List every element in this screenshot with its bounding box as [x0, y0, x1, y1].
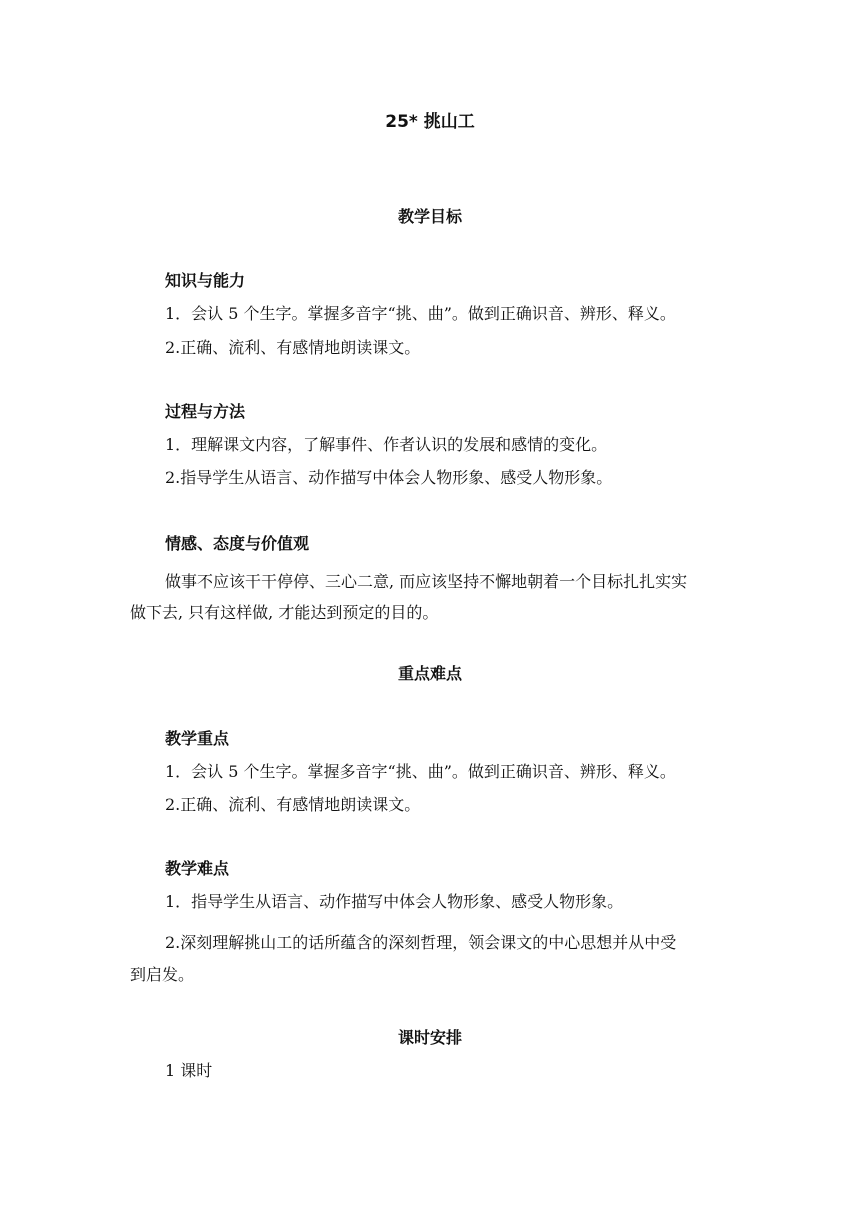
focus-item-1: 1．会认 5 个生字。掌握多音字“挑、曲”。做到正确识音、辨形、释义。: [165, 762, 676, 781]
section-heading-objectives: 教学目标: [397, 207, 462, 226]
difficulty-item-2-line-1: 2.深刻理解挑山工的话所蕴含的深刻哲理，领会课文的中心思想并从中受: [165, 933, 677, 952]
process-item-1: 1．理解课文内容，了解事件、作者认识的发展和感情的变化。: [165, 435, 608, 454]
subheading-difficulty: 教学难点: [165, 859, 230, 878]
process-item-2: 2.指导学生从语言、动作描写中体会人物形象、感受人物形象。: [165, 468, 613, 487]
difficulty-item-1: 1．指导学生从语言、动作描写中体会人物形象、感受人物形象。: [165, 892, 624, 911]
subheading-knowledge: 知识与能力: [165, 271, 246, 290]
difficulty-item-2-line-2: 到启发。: [130, 965, 195, 984]
section-heading-schedule: 课时安排: [397, 1028, 462, 1047]
emotion-paragraph-line-1: 做事不应该干干停停、三心二意, 而应该坚持不懈地朝着一个目标扎扎实实: [165, 572, 688, 591]
subheading-emotion: 情感、态度与价值观: [165, 534, 310, 553]
subheading-focus: 教学重点: [165, 729, 230, 748]
knowledge-item-1: 1．会认 5 个生字。掌握多音字“挑、曲”。做到正确识音、辨形、释义。: [165, 304, 676, 323]
section-heading-key-points: 重点难点: [397, 664, 462, 683]
emotion-paragraph-line-2: 做下去, 只有这样做, 才能达到预定的目的。: [130, 603, 439, 622]
knowledge-item-2: 2.正确、流利、有感情地朗读课文。: [165, 338, 421, 357]
page-title: 25* 挑山工: [385, 112, 475, 132]
schedule-value: 1 课时: [165, 1061, 213, 1080]
focus-item-2: 2.正确、流利、有感情地朗读课文。: [165, 795, 421, 814]
subheading-process: 过程与方法: [165, 402, 246, 421]
